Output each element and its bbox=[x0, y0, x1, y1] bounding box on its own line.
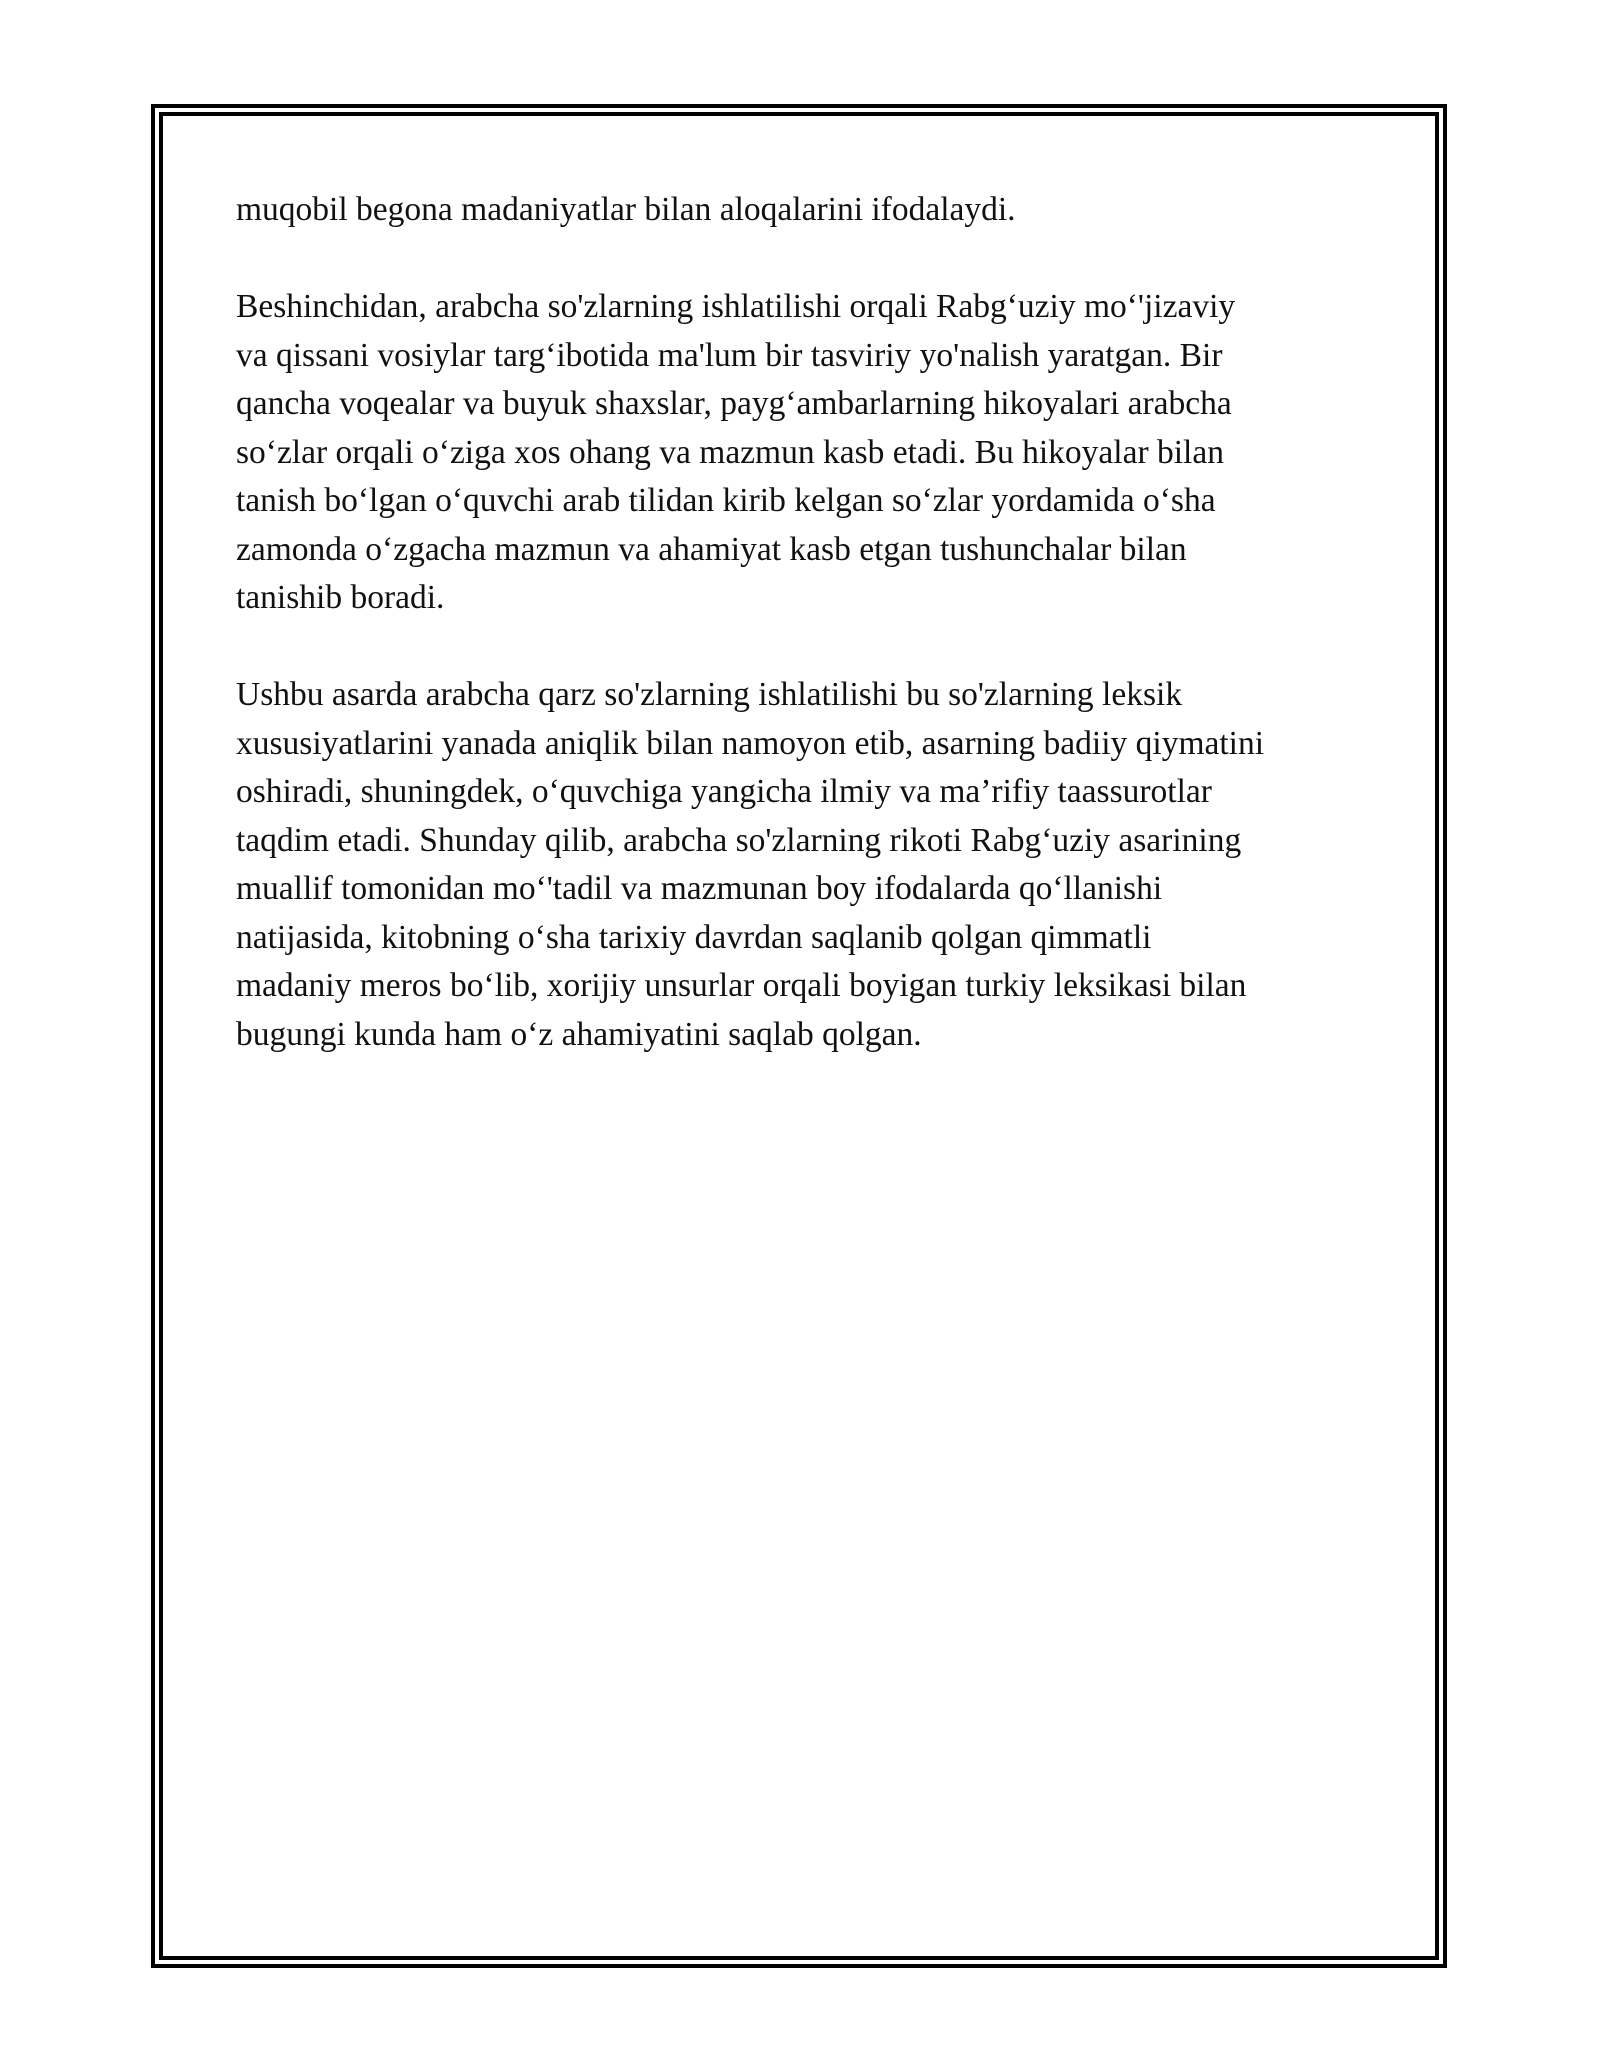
text-line: qancha voqealar va buyuk shaxslar, payg‘ambarlarning hikoyalari arabcha bbox=[236, 385, 1232, 422]
text-line: Beshinchidan, arabcha so'zlarning ishlatilishi orqali Rabg‘uziy mo‘'jizaviy bbox=[236, 288, 1236, 325]
text-line: so‘zlar orqali o‘ziga xos ohang va mazmun kasb etadi. Bu hikoyalar bilan bbox=[236, 433, 1224, 471]
document-body bbox=[236, 186, 1386, 1059]
text-line: muallif tomonidan mo‘'tadil va mazmunan boy ifodalarda qo‘llanishi bbox=[236, 870, 1163, 907]
text-line: Ushbu asarda arabcha qarz so'zlarning ishlatilishi bu so'zlarning leksik bbox=[236, 676, 1183, 713]
text-line: va qissani vosiylar targ‘ibotida ma'lum bir tasviriy yo'nalish yaratgan. Bir bbox=[236, 336, 1223, 374]
text-line: natijasida, kitobning o‘sha tarixiy davrdan saqlanib qolgan qimmatli bbox=[236, 918, 1152, 956]
text-line: zamonda o‘zgacha mazmun va ahamiyat kasb etgan tushunchalar bilan bbox=[236, 530, 1187, 568]
text-line: muqobil begona madaniyatlar bilan aloqalarini ifodalaydi. bbox=[236, 191, 1016, 228]
paragraph-1 bbox=[236, 186, 1386, 235]
text-line: bugungi kunda ham o‘z ahamiyatini saqlab qolgan. bbox=[236, 1015, 922, 1053]
paragraph-2 bbox=[236, 283, 1386, 623]
paragraph-gap bbox=[236, 623, 1386, 672]
paragraph-3 bbox=[236, 671, 1386, 1059]
text-line: taqdim etadi. Shunday qilib, arabcha so'zlarning rikoti Rabg‘uziy asarining bbox=[236, 821, 1242, 859]
paragraph-gap bbox=[236, 235, 1386, 284]
text-line: xususiyatlarini yanada aniqlik bilan namoyon etib, asarning badiiy qiymatini bbox=[236, 724, 1265, 762]
text-line: madaniy meros bo‘lib, xorijiy unsurlar orqali boyigan turkiy leksikasi bilan bbox=[236, 967, 1247, 1004]
text-line: tanish bo‘lgan o‘quvchi arab tilidan kirib kelgan so‘zlar yordamida o‘sha bbox=[236, 482, 1216, 519]
text-line: tanishib boradi. bbox=[236, 579, 445, 616]
text-line: oshiradi, shuningdek, o‘quvchiga yangicha ilmiy va ma’rifiy taassurotlar bbox=[236, 773, 1212, 810]
